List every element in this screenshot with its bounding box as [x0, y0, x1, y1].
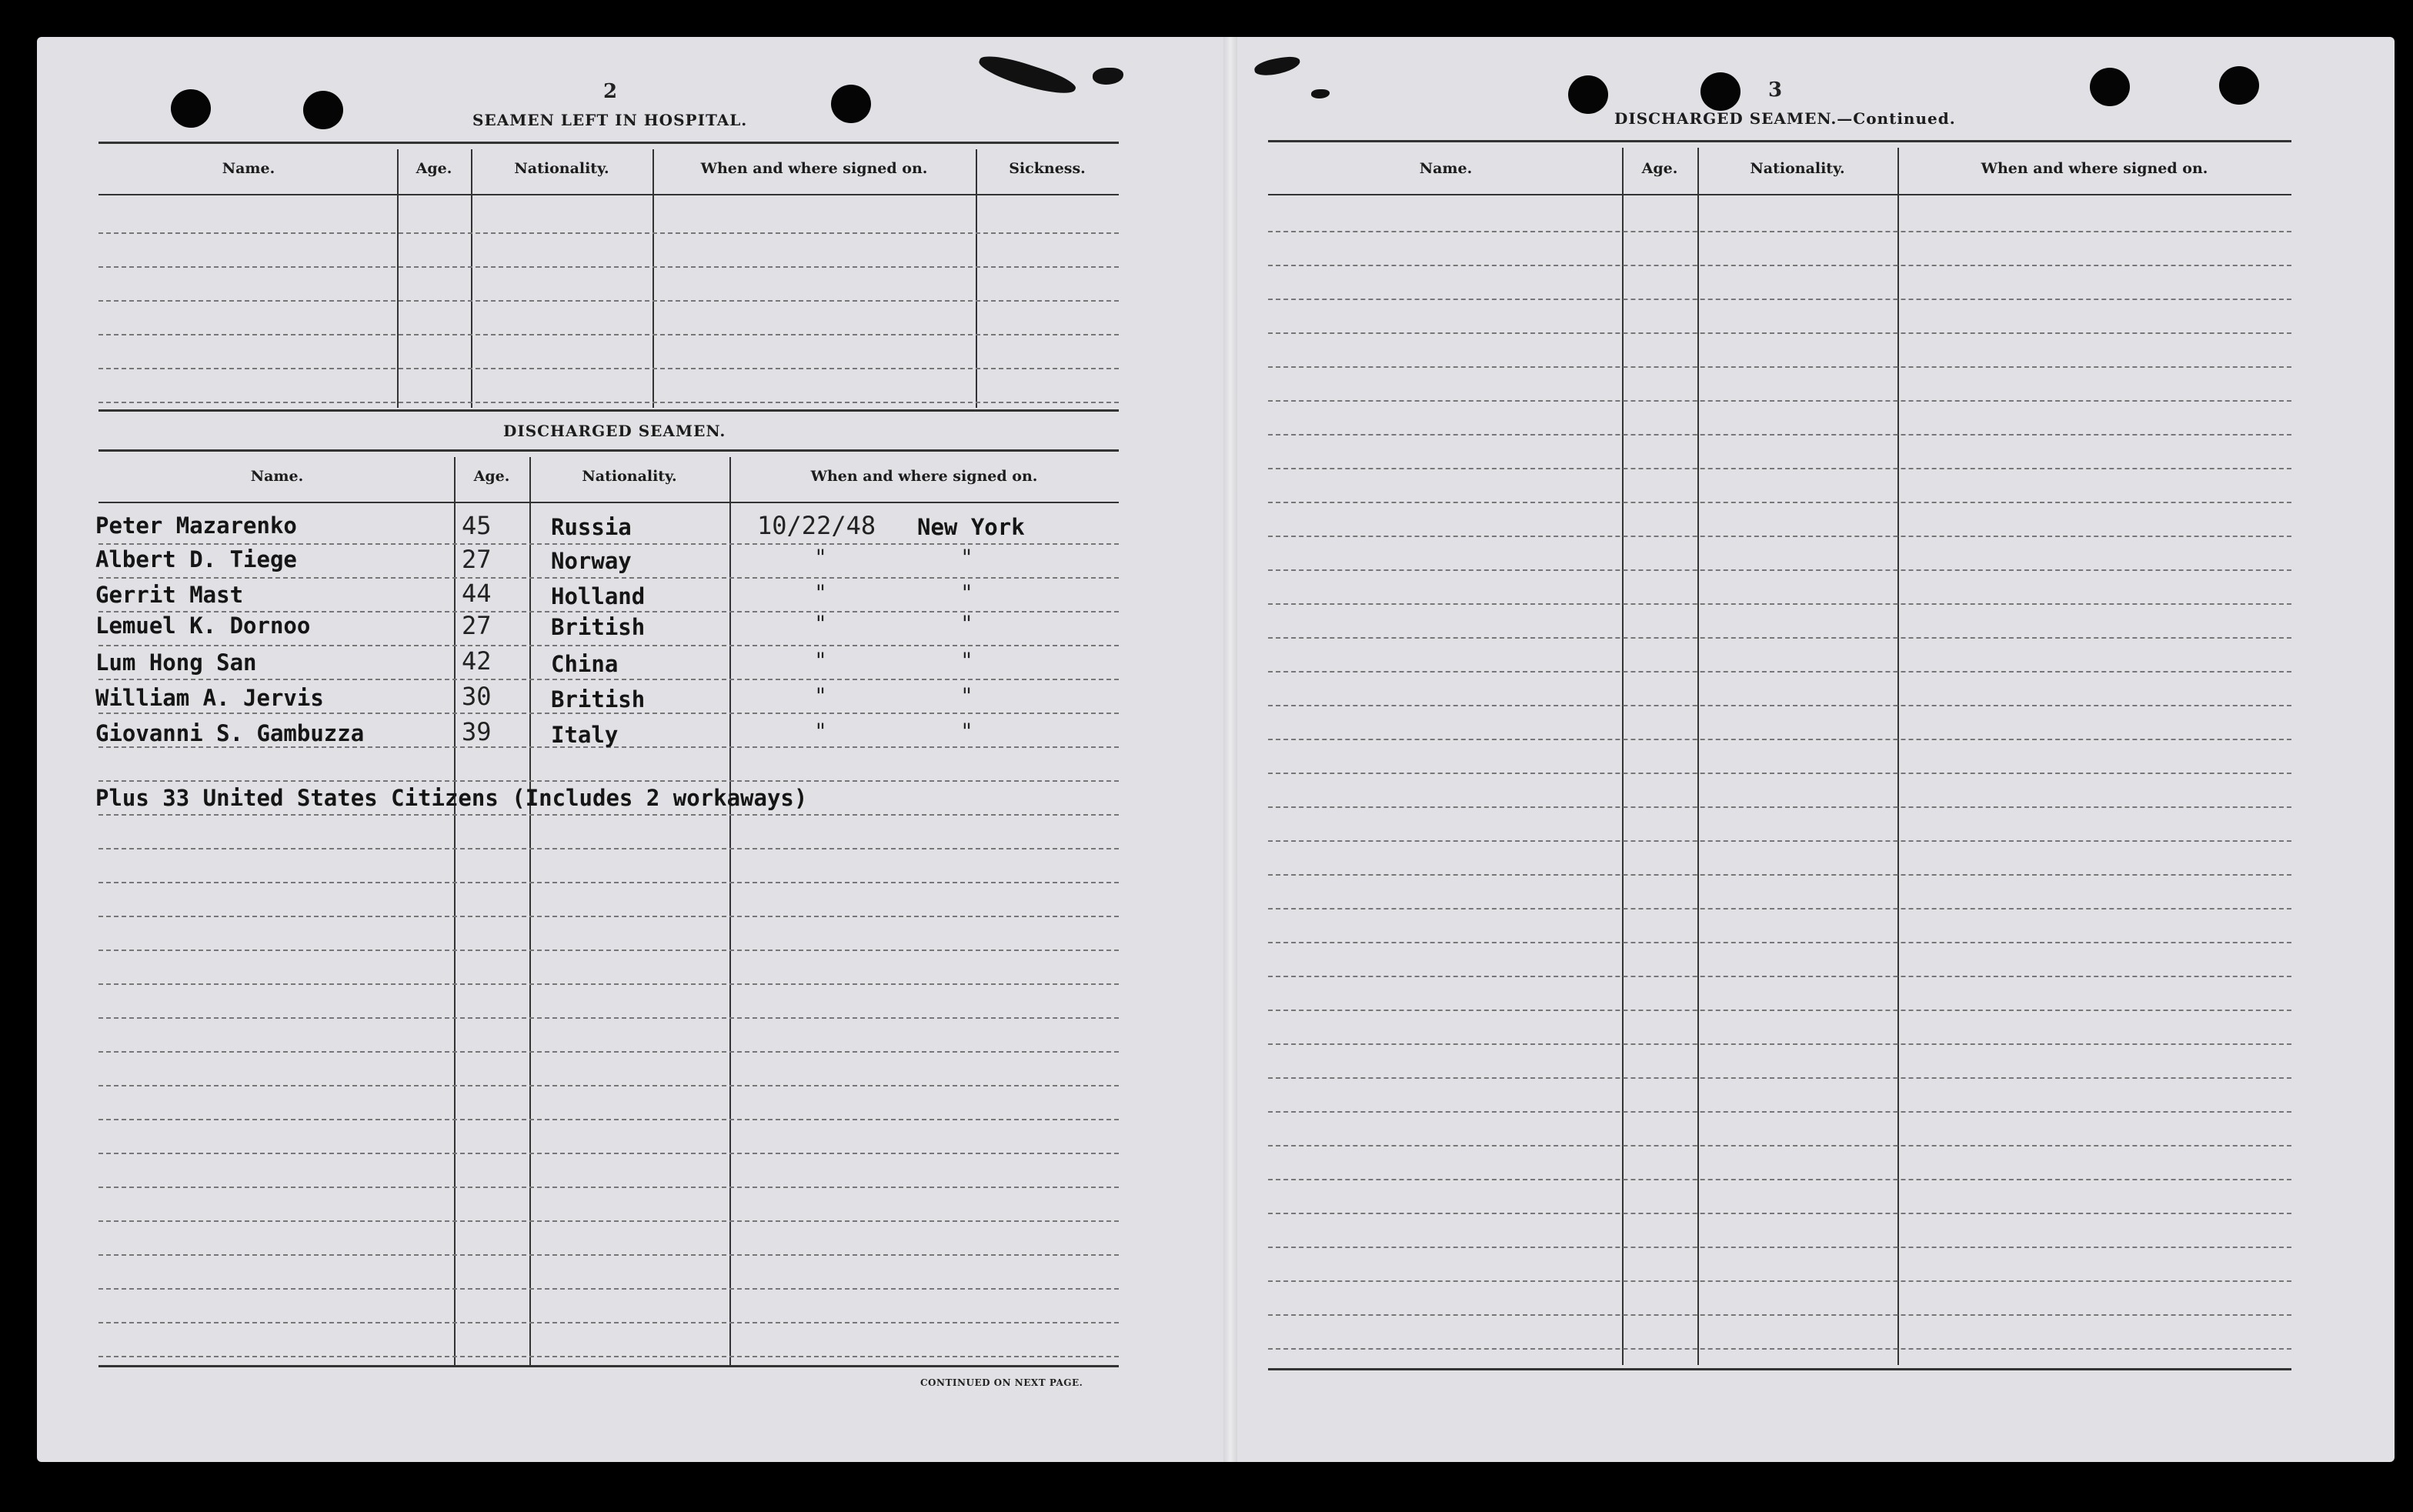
col-header-age: Age.: [473, 468, 510, 485]
signed-on-date: ": [816, 580, 826, 606]
signed-on-place: ": [962, 580, 972, 606]
ruled-line: [1268, 536, 2291, 537]
section-heading-discharged: DISCHARGED SEAMEN.: [503, 422, 726, 440]
signed-on-date: ": [816, 545, 826, 570]
seaman-age: 39: [462, 717, 492, 746]
ruled-line: [1268, 806, 2291, 808]
ruled-line: [1268, 1247, 2291, 1248]
ruled-line: [98, 402, 1119, 403]
ruled-line: [1268, 773, 2291, 774]
ruled-line: [98, 1356, 1119, 1357]
ruled-line: [98, 1153, 1119, 1154]
ruled-line: [98, 1187, 1119, 1188]
col-header-name: Name.: [222, 160, 275, 177]
ruled-line: [1268, 434, 2291, 436]
ruled-line: [98, 577, 1119, 579]
ruled-line: [98, 983, 1119, 985]
signed-on-place: ": [962, 683, 972, 709]
punch-hole: [171, 89, 211, 128]
ruled-line: [98, 1085, 1119, 1086]
signed-on-place: ": [962, 611, 972, 636]
ruled-line: [1268, 265, 2291, 266]
ruled-line: [98, 950, 1119, 951]
col-header-name: Name.: [250, 468, 304, 485]
table-rule: [98, 502, 1119, 503]
seaman-name: Albert D. Tiege: [95, 546, 297, 572]
seaman-name: Giovanni S. Gambuzza: [95, 720, 365, 746]
ruled-line: [1268, 468, 2291, 469]
col-header-nationality: Nationality.: [514, 160, 609, 177]
col-header-sickness: Sickness.: [1009, 160, 1086, 177]
ruled-line: [98, 1288, 1119, 1290]
col-divider: [454, 457, 456, 1365]
punch-hole: [303, 91, 343, 129]
col-header-nationality: Nationality.: [582, 468, 677, 485]
col-header-signed-on: When and where signed on.: [700, 160, 928, 177]
ruled-line: [1268, 976, 2291, 977]
table-rule: [98, 449, 1119, 452]
col-header-age: Age.: [1641, 160, 1678, 177]
ruled-line: [1268, 739, 2291, 740]
ruled-line: [98, 679, 1119, 680]
seaman-age: 45: [462, 511, 492, 540]
seaman-nationality: British: [551, 686, 646, 713]
page-number: 2: [603, 80, 618, 103]
ruled-line: [1268, 1145, 2291, 1147]
seaman-nationality: China: [551, 651, 619, 677]
table-rule: [1268, 1368, 2291, 1370]
ruled-line: [1268, 569, 2291, 571]
signed-on-date: ": [816, 719, 826, 744]
table-rule: [98, 1365, 1119, 1367]
punch-hole: [1700, 72, 1740, 111]
ruled-line: [1268, 299, 2291, 300]
col-divider: [1897, 148, 1899, 1365]
ruled-line: [1268, 502, 2291, 503]
ruled-line: [1268, 1179, 2291, 1180]
seaman-name: Lum Hong San: [95, 649, 257, 676]
signed-on-date: ": [816, 648, 826, 673]
continued-footer: CONTINUED ON NEXT PAGE.: [920, 1377, 1083, 1388]
ruled-line: [1268, 400, 2291, 402]
ruled-line: [98, 1220, 1119, 1222]
ruled-line: [1268, 332, 2291, 334]
col-header-age: Age.: [416, 160, 452, 177]
ruled-line: [98, 1322, 1119, 1323]
page-number: 3: [1768, 78, 1783, 102]
ruled-line: [1268, 603, 2291, 605]
seaman-nationality: Russia: [551, 514, 632, 540]
signed-on-date: 10/22/48: [757, 511, 876, 540]
table-rule: [98, 142, 1119, 144]
ruled-line: [1268, 366, 2291, 368]
document-sheet: [37, 37, 2395, 1462]
col-header-name: Name.: [1419, 160, 1473, 177]
ruled-line: [98, 814, 1119, 816]
citizens-note: Plus 33 United States Citizens (Includes 2 workaways): [95, 785, 808, 811]
ruled-line: [98, 1119, 1119, 1120]
col-divider: [529, 457, 531, 1365]
signed-on-place: ": [962, 648, 972, 673]
ruled-line: [1268, 1077, 2291, 1079]
page-fold: [1223, 37, 1237, 1462]
table-rule: [98, 409, 1119, 412]
ruled-line: [98, 713, 1119, 714]
punch-hole: [1568, 75, 1608, 114]
seaman-name: Peter Mazarenko: [95, 512, 297, 539]
punch-hole: [2219, 66, 2259, 105]
seaman-age: 44: [462, 579, 492, 608]
ruled-line: [1268, 1348, 2291, 1350]
ruled-line: [98, 848, 1119, 849]
ruled-line: [98, 300, 1119, 302]
seaman-nationality: Italy: [551, 722, 619, 748]
ruled-line: [98, 645, 1119, 646]
signed-on-date: ": [816, 611, 826, 636]
ruled-line: [1268, 637, 2291, 639]
ruled-line: [1268, 874, 2291, 876]
ruled-line: [98, 266, 1119, 268]
seaman-age: 27: [462, 545, 492, 574]
signed-on-place: New York: [917, 514, 1025, 540]
punch-hole: [831, 85, 871, 123]
ruled-line: [98, 916, 1119, 917]
ruled-line: [1268, 1314, 2291, 1316]
seaman-name: Gerrit Mast: [95, 582, 244, 608]
seaman-age: 42: [462, 646, 492, 676]
ruled-line: [1268, 1043, 2291, 1045]
ruled-line: [1268, 1213, 2291, 1214]
ruled-line: [1268, 840, 2291, 842]
ruled-line: [1268, 908, 2291, 910]
punch-hole: [2090, 68, 2130, 106]
table-rule: [98, 194, 1119, 195]
seaman-nationality: Holland: [551, 583, 646, 609]
table-rule: [1268, 194, 2291, 195]
seaman-name: William A. Jervis: [95, 685, 324, 711]
signed-on-date: ": [816, 683, 826, 709]
ruled-line: [98, 780, 1119, 782]
ruled-line: [1268, 671, 2291, 673]
ruled-line: [98, 368, 1119, 369]
seaman-nationality: Norway: [551, 548, 632, 574]
col-divider: [1622, 148, 1624, 1365]
table-rule: [1268, 140, 2291, 142]
col-divider: [1697, 148, 1699, 1365]
section-heading-hospital: SEAMEN LEFT IN HOSPITAL.: [472, 111, 748, 129]
ruled-line: [98, 882, 1119, 883]
ruled-line: [1268, 1010, 2291, 1011]
col-header-signed-on: When and where signed on.: [1981, 160, 2208, 177]
ruled-line: [98, 1051, 1119, 1053]
ruled-line: [98, 1254, 1119, 1256]
seaman-age: 27: [462, 611, 492, 640]
section-heading-discharged-continued: DISCHARGED SEAMEN.—Continued.: [1614, 109, 1956, 128]
signed-on-place: ": [962, 545, 972, 570]
ruled-line: [98, 334, 1119, 335]
ruled-line: [1268, 1111, 2291, 1113]
ruled-line: [98, 232, 1119, 234]
col-header-nationality: Nationality.: [1750, 160, 1845, 177]
col-divider: [729, 457, 731, 1365]
seaman-age: 30: [462, 682, 492, 711]
signed-on-place: ": [962, 719, 972, 744]
seaman-nationality: British: [551, 614, 646, 640]
ruled-line: [1268, 942, 2291, 943]
ruled-line: [1268, 231, 2291, 232]
ruled-line: [98, 1017, 1119, 1019]
ruled-line: [1268, 1280, 2291, 1282]
seaman-name: Lemuel K. Dornoo: [95, 612, 311, 639]
col-header-signed-on: When and where signed on.: [810, 468, 1038, 485]
ruled-line: [1268, 705, 2291, 706]
